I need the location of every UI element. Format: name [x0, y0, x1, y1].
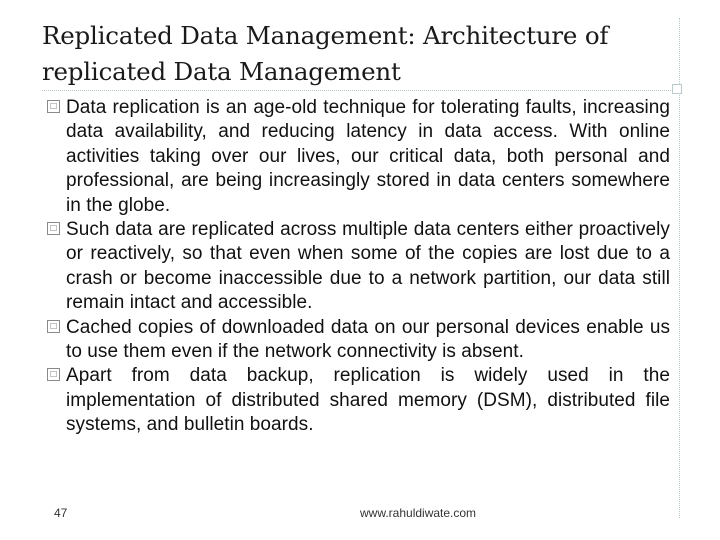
slide-title: Replicated Data Management: Architecture of replicated Data Management	[42, 21, 609, 86]
bullet-text: Data replication is an age-old technique for tolerating faults, increasing data availability, and reducing latency in data access. With online activities taking over our lives, our critical data, both personal and professional, are being increasingly stored in data centers somewhere in the globe.	[66, 97, 670, 216]
bullet-square-icon: □	[47, 320, 60, 333]
footer-url: www.rahuldiwate.com	[360, 506, 477, 520]
corner-marker	[672, 84, 682, 94]
bullet-square-icon: □	[47, 222, 60, 235]
bullet-item-4	[47, 364, 670, 437]
bullet-text: Apart from data backup, replication is widely used in the implementation of distributed shared memory (DSM), distributed file systems, and bulletin boards.	[66, 365, 670, 436]
bullet-square-icon: □	[47, 368, 60, 381]
bullet-item-3	[47, 316, 670, 365]
bullet-text: Such data are replicated across multiple data centers either proactively or reactively, so that even when some of the copies are lost due to a crash or become inaccessible due to a network partition, our data still remain intact and accessible.	[66, 219, 670, 314]
bullet-item-2	[47, 218, 670, 316]
bullet-square-icon: □	[47, 100, 60, 113]
bullet-text: Cached copies of downloaded data on our personal devices enable us to use them even if the network connectivity is absent.	[66, 316, 670, 363]
bullet-list	[47, 96, 670, 438]
page-number: 47	[54, 506, 68, 520]
title-divider	[42, 90, 671, 91]
bullet-item-1	[47, 96, 670, 218]
